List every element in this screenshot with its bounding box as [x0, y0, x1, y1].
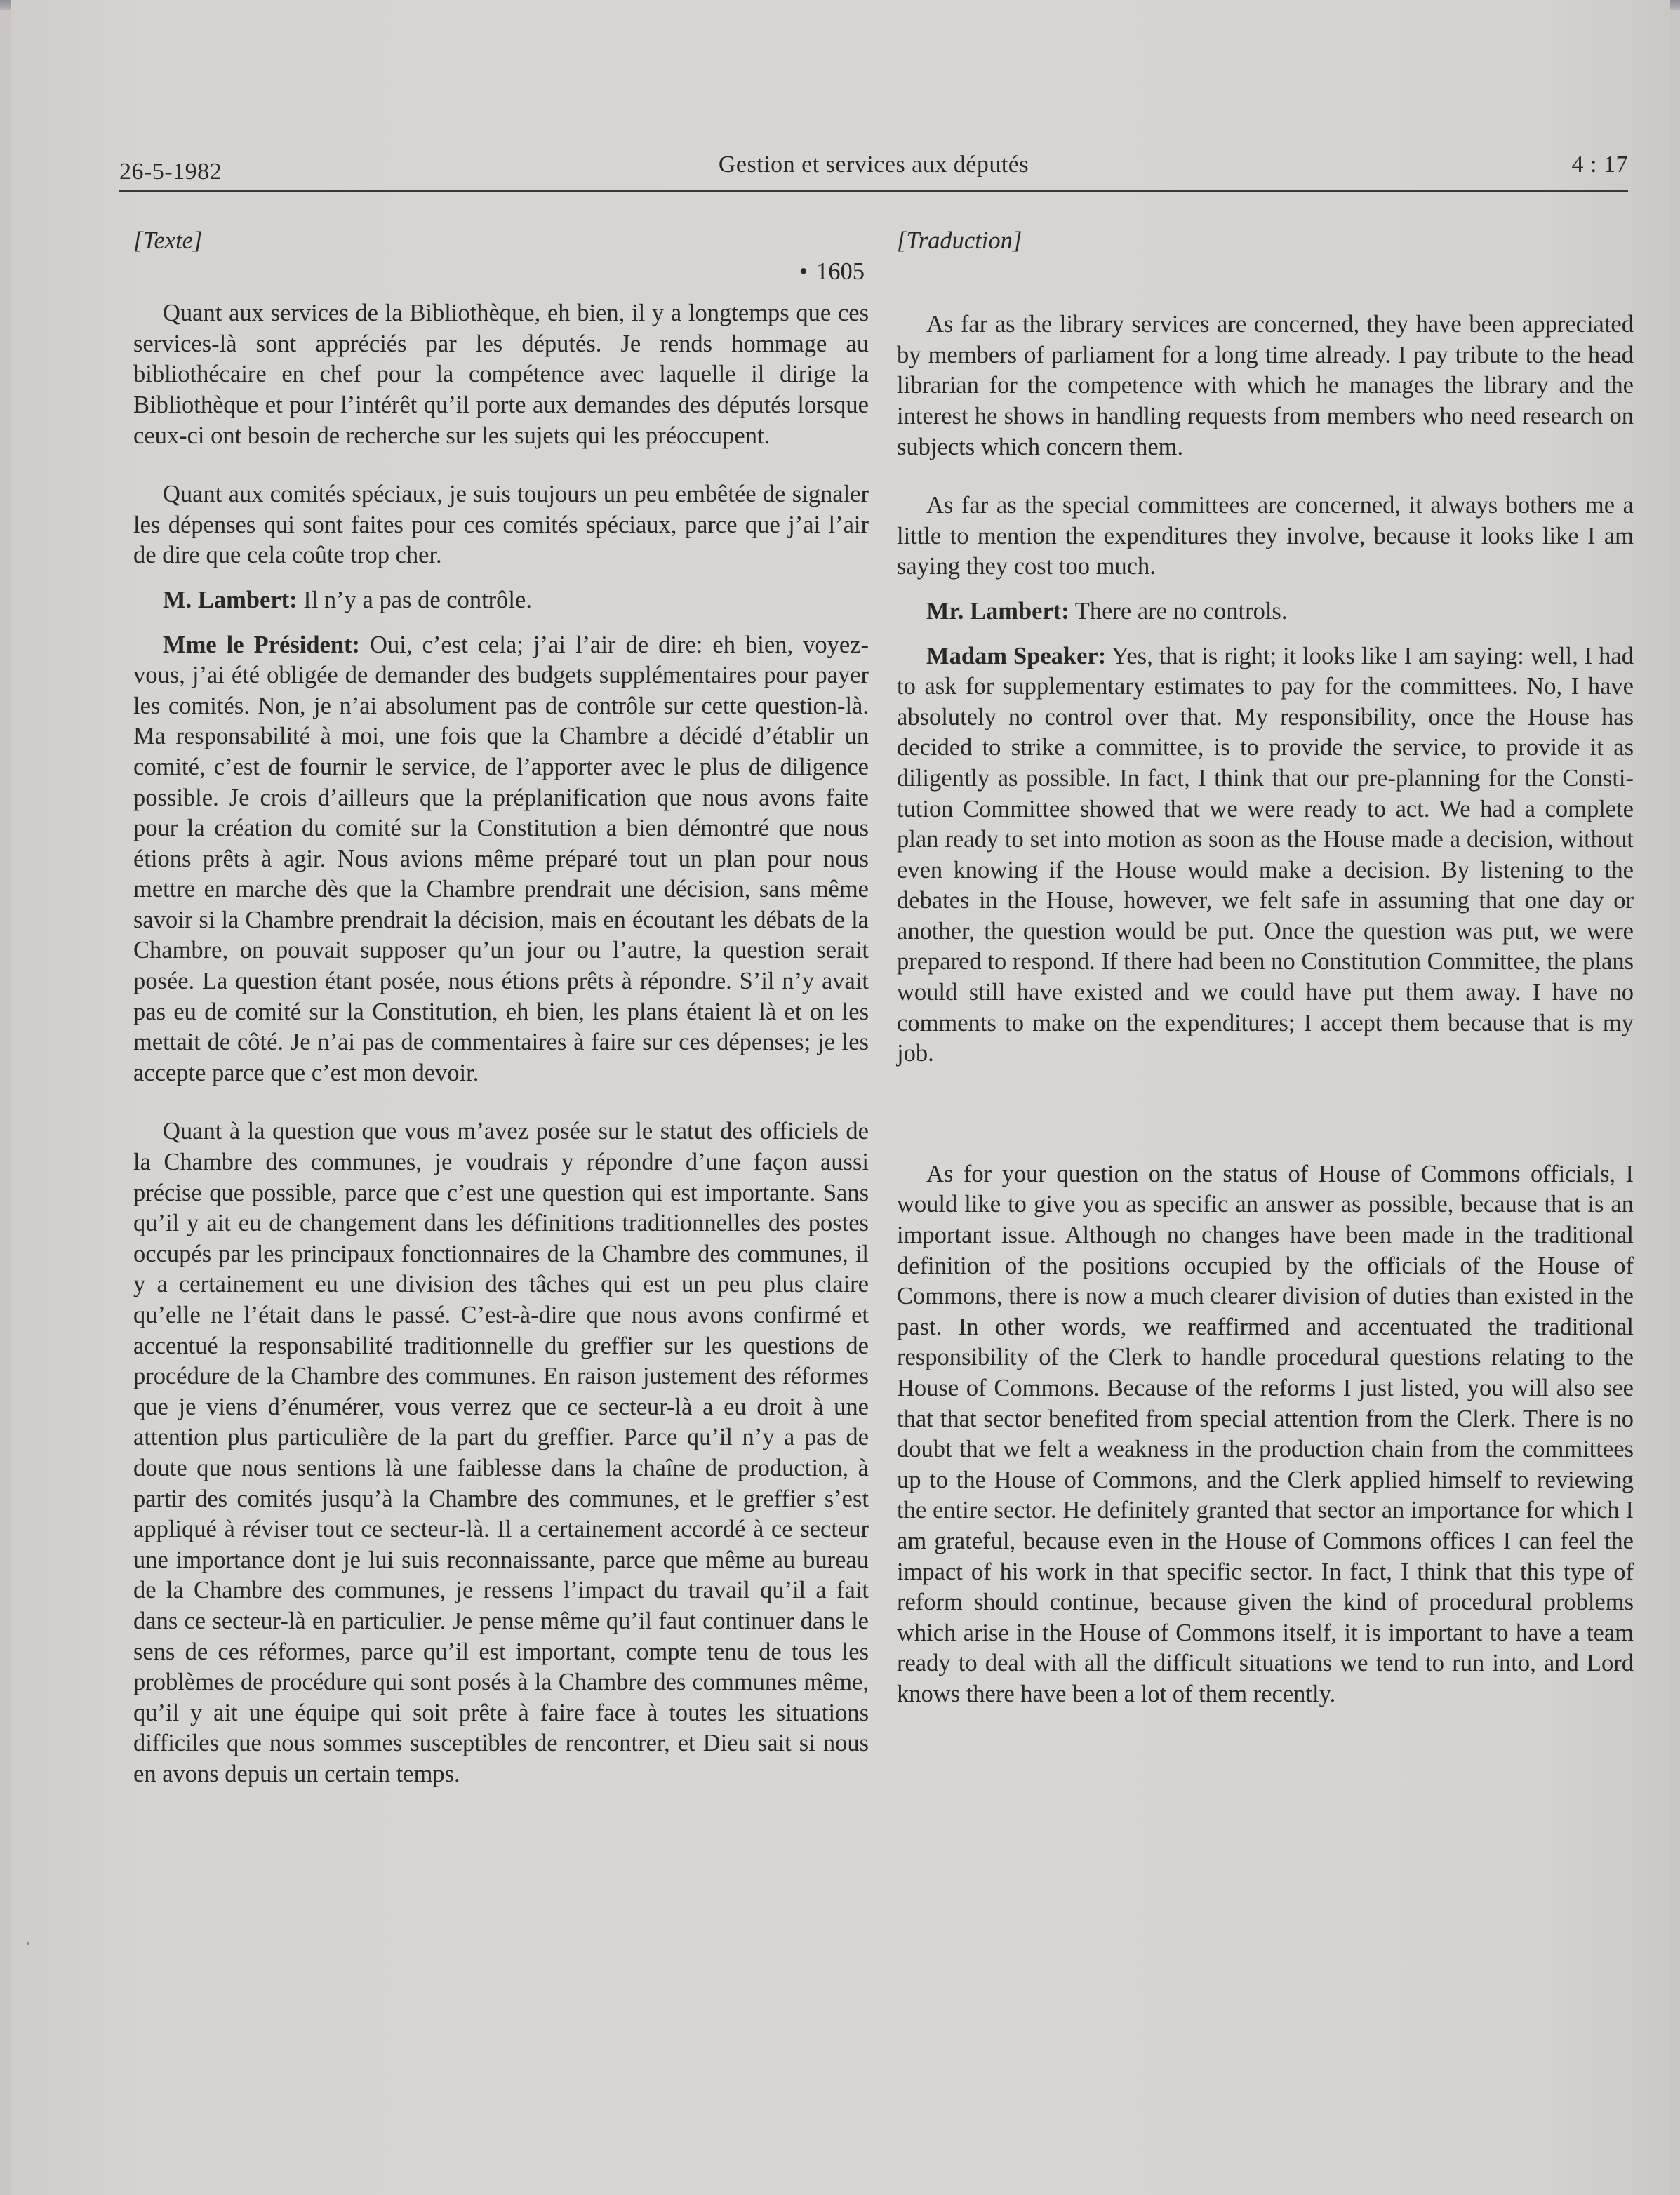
- page-header: [119, 150, 1628, 192]
- speaker-text: Yes, that is right; it looks like I am saying: well, I had to ask for supplementary estimates to pay for the committees. No, I have absolutely no control over that. My responsibility, once the House has decided to strike a committee, is to provide the service, to provide it as diligently as possible. In fact, I think that our pre-planning for the Constitution Committee showed that we were ready to act. We had a complete plan ready to set into motion as soon as the House made a decision, without even knowing if the House would make a decision. By listening to the debates in the House, however, we felt safe in assuming that one day or another, the question would be put. Once the question was put, we were prepared to respond. If there had been no Constitution Committee, the plans would still have existed and we could have put them away. I have no comments to make on the expenditures; I accept them because that is my job.: [897, 642, 1634, 1067]
- paragraph-committees-fr: Quant aux comités spéciaux, je suis toujours un peu embêtée de signaler les dépenses qui sont faites pour ces comités spéciaux, parce que j’ai l’air de dire que cela coûte trop cher.: [133, 481, 869, 569]
- paragraph-lambert-en: [897, 596, 1634, 627]
- speaker-text: There are no controls.: [1069, 597, 1288, 625]
- paragraph-officials-fr: Quant à la question que vous m’avez posée sur le statut des officiels de la Chambre des communes, je voudrais y répondre d’une façon aussi précise que possible, parce que c’est une question qui est importante. Sans qu’il y ait eu de changement dans les définitions traditionnelles des postes occupés par les principaux fonctionnaires de la Chambre des communes, il y a certainement eu une division des tâches qui est un peu plus claire qu’elle ne l’était dans le passé. C’est-à-dire que nous avons confirmé et accentué la responsabilité traditionnelle du greffier sur les questions de procédure de la Chambre des communes. En raison justement des réformes que je viens d’énumérer, vous verrez que ce secteur-là a eu droit à une attention plus particulière de la part du greffier. Parce qu’il n’y a pas de doute que nous sentions là une faiblesse dans la chaîne de production, à partir des comités jusqu’à la Chambre des communes, et le greffier s’est appliqué à réviser tout ce secteur-là. Il a certainement accordé à ce secteur une importance dont je lui suis reconnaissante, parce que même au bureau de la Chambre des communes, je ressens l’impact du travail qu’il a fait dans ce secteur-là en particulier. Je pense même qu’il faut continuer dans le sens de ces réformes, parce qu’il est important, compte tenu de tous les problèmes de procédure qui sont posés à la Chambre des communes même, qu’il y ait une équipe qui soit prête à faire face à toutes les situations difficiles que nous sommes susceptibles de rencontrer, et Dieu sait si nous en avons depuis un certain temps.: [133, 1118, 869, 1787]
- header-title: Gestion et services aux députés: [718, 152, 1029, 178]
- header-date: 26-5-1982: [119, 159, 222, 185]
- speaker-name: Mme le Président:: [163, 631, 361, 658]
- bullet-icon: •: [799, 258, 808, 285]
- paragraph-speaker-en: [897, 641, 1634, 1069]
- speaker-name: M. Lambert:: [163, 586, 298, 613]
- speaker-text: Oui, c’est cela; j’ai l’air de dire: eh bien, voyez-vous, j’ai été obligée de demander des budgets supplémentaires pour payer les comités. Non, je n’ai absolument pas de contrôle sur cette question-là. Ma responsabilité à moi, une fois que la Chambre a décidé d’établir un comité, c’est de fournir le service, de l’apporter avec le plus de diligence possible. Je crois d’ailleurs que la préplanification que nous avons faite pour la création du comité sur la Constitution a bien démontré que nous étions prêts à agir. Nous avions même préparé tout un plan pour nous mettre en marche dès que la Chambre prendrait une décision, sans même savoir si la Chambre prendrait la décision, mais en écoutant les débats de la Chambre, on pouvait supposer qu’un jour ou l’autre, la question serait posée. La question étant posée, nous étions prêts à répondre. S’il n’y avait pas eu de comité sur la Constitution, eh bien, les plans étaient là et on les mettait de côté. Je n’ai pas de commentaires à faire sur ces dépenses; je les accepte parce que c’est mon devoir.: [133, 631, 869, 1086]
- french-column: [133, 226, 869, 1790]
- header-rule: [119, 190, 1628, 192]
- paragraph-library-en: As far as the library services are concerned, they have been appreciated by members of parliament for a long time already. I pay tribute to the head librarian for the competence with which he manages the library and the interest he shows in handling requests from members who need research on subjects which concern them.: [897, 311, 1634, 460]
- paragraph-committees-en: As far as the special committees are concerned, it always bothers me a little to mention the expenditures they involve, because it looks like I am saying they cost too much.: [897, 492, 1634, 580]
- header-page-number: 4 : 17: [1571, 152, 1628, 178]
- scan-speck: [27, 1942, 29, 1945]
- speaker-text: Il n’y a pas de contrôle.: [297, 586, 532, 613]
- speaker-name: Mr. Lambert:: [926, 597, 1069, 625]
- column-label-texte: [Texte]: [133, 227, 203, 254]
- time-marker-value: 1605: [816, 258, 865, 285]
- paragraph-officials-en: As for your question on the status of House of Commons officials, I would like to give you as specific an answer as possible, because that is an important issue. Although no changes have been made in the traditional definition of the positions occupied by the officials of the House of Commons, there is now a much clearer division of duties than existed in the past. In other words, we reaffirmed and accentuated the traditional responsibility of the Clerk to handle procedural questions relating to the House of Commons. Because of the reforms I just listed, you will also see that that sector benefited from special attention from the Clerk. There is no doubt that we felt a weakness in the production chain from the committees up to the House of Commons, and the Clerk applied himself to reviewing the entire sector. He definitely granted that sector an importance for which I am grateful, because even in the House of Commons offices I can feel the impact of his work in that specific sector. In fact, I think that this type of reform should continue, because given the kind of procedural problems which arise in the House of Commons itself, it is important to have a team ready to deal with all the difficult situations we tend to run into, and Lord knows there have been a lot of them recently.: [897, 1160, 1634, 1707]
- column-label-traduction: [Traduction]: [897, 227, 1022, 254]
- paragraph-library-fr: Quant aux services de la Bibliothèque, eh bien, il y a longtemps que ces services-là sont appréciés par les députés. Je rends hommage au bibliothécaire en chef pour la compétence avec laquelle il dirige la Bibliothèque et pour l’intérêt qu’il porte aux demandes des députés lorsque ceux-ci ont besoin de recherche sur les sujets qui les préoccupent.: [133, 300, 869, 449]
- time-marker: [133, 257, 865, 288]
- paragraph-speaker-fr: [133, 630, 869, 1089]
- speaker-name: Madam Speaker:: [926, 642, 1107, 669]
- paragraph-lambert-fr: [133, 585, 869, 616]
- english-column: [897, 226, 1634, 1710]
